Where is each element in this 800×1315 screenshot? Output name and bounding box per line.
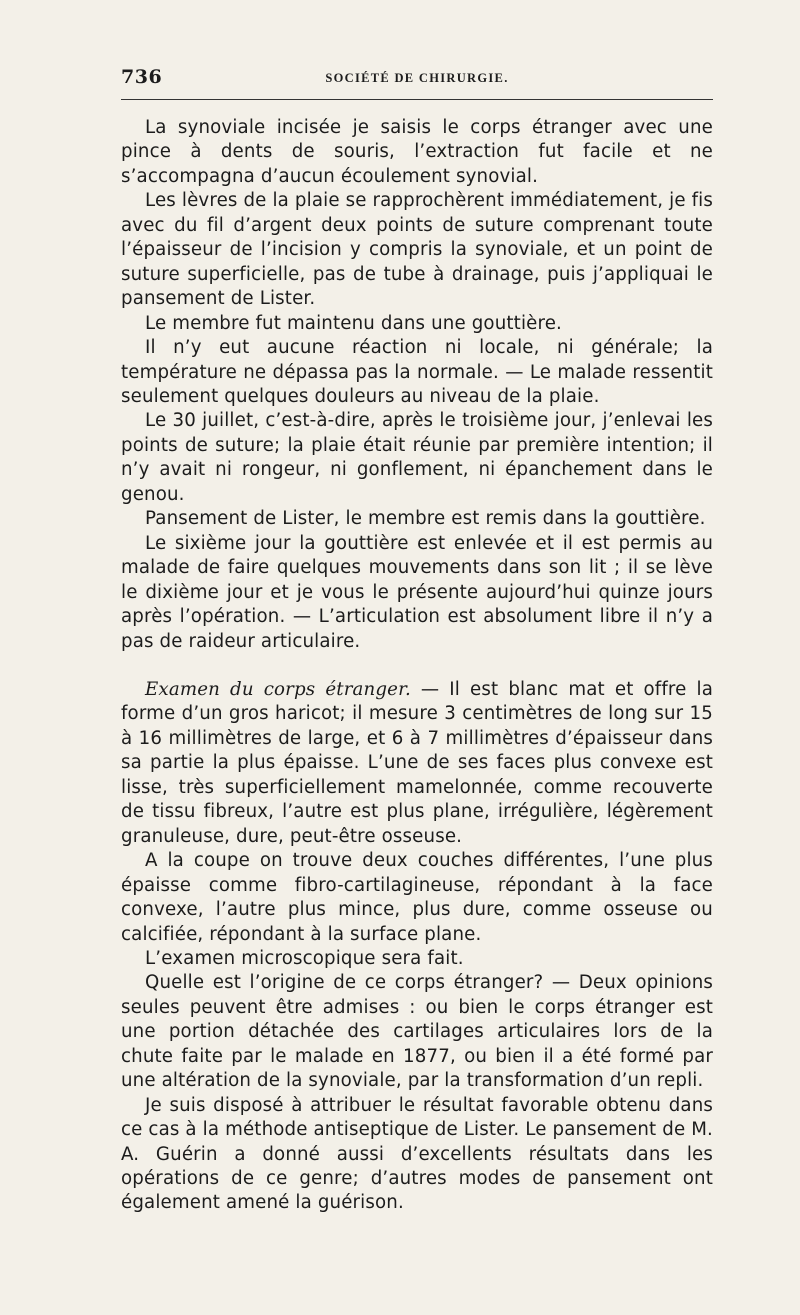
paragraph-microscopique: L’examen microscopique sera fait. [145,947,464,969]
paragraph-coupe: A la coupe on trouve deux couches différentes, l’une plus épaisse comme fibro-cartilagineuse, répondant à la face convexe, l’autre plus mince, plus dure, comme osseuse ou calcifiée, répondant à la surface plane. [121,850,713,945]
paragraph-suture: Les lèvres de la plaie se rapprochèrent immédiatement, je fis avec du fil d’argent deux points de suture comprenant toute l’épaisseur de l’incision y compris la synoviale, et un point de suture superficielle, pas de tube à drainage, puis j’appliquai le pansement de Lister. [121,190,713,310]
examen-description: — Il est blanc mat et offre la forme d’un gros haricot; il mesure 3 centimètres de long sur 15 à 16 millimètres de large, et 6 à 7 millimètres d’épaisseur dans sa partie la plus épaisse. L’une de ses faces plus convexe est lisse, très superficiellement mamelonnée, comme recouverte de tissu fibreux, l’autre est plus plane, irrégulière, légèrement granuleuse, dure, peut-être osseuse. [121,678,713,847]
paragraph-origine: Quelle est l’origine de ce corps étranger? — Deux opinions seules peuvent être admises : ou bien le corps étranger est une portion détachée des cartilages articulaires lors de la chute faite par le malade en 1877, ou bien il a été formé par une altération de la synoviale, par la transformation d’un repli. [121,972,713,1092]
paragraph-extraction: La synoviale incisée je saisis le corps étranger avec une pince à dents de souris, l’extraction fut facile et ne s’accompagna d’aucun écoulement synovial. [121,117,713,187]
paragraph-conclusion: Je suis disposé à attribuer le résultat favorable obtenu dans ce cas à la méthode antiseptique de Lister. Le pansement de M. A. Guérin a donné aussi d’excellents résultats dans les opérations de ce genre; d’autres modes de pansement ont également amené la guérison. [121,1094,713,1214]
paragraph-pansement: Pansement de Lister, le membre est remis dans la gouttière. [145,508,706,530]
paragraph-30-juillet: Le 30 juillet, c’est-à-dire, après le troisième jour, j’enlevai les points de suture; la plaie était réunie par première intention; il n’y avait ni rongeur, ni gonflement, ni épanchement dans le genou. [121,410,713,505]
paragraph-examen [121,678,713,849]
paragraph-reaction: Il n’y eut aucune réaction ni locale, ni générale; la température ne dépassa pas la normale. — Le malade ressentit seulement quelques douleurs au niveau de la plaie. [121,337,713,407]
body-text [121,116,713,1216]
examen-heading: Examen du corps étranger. [145,678,411,700]
paragraph-sixieme-jour: Le sixième jour la gouttière est enlevée et il est permis au malade de faire quelques mouvements dans son lit ; il se lève le dixième jour et je vous le présente aujourd’hui quinze jours après l’opération. — L’articulation est absolument libre il n’y a pas de raideur articulaire. [121,532,713,652]
page-number: 736 [121,66,163,88]
page-header [121,66,713,94]
paragraph-gouttiere: Le membre fut maintenu dans une gouttière. [145,312,562,334]
running-head: SOCIÉTÉ DE CHIRURGIE. [325,71,509,85]
header-rule [121,99,713,100]
